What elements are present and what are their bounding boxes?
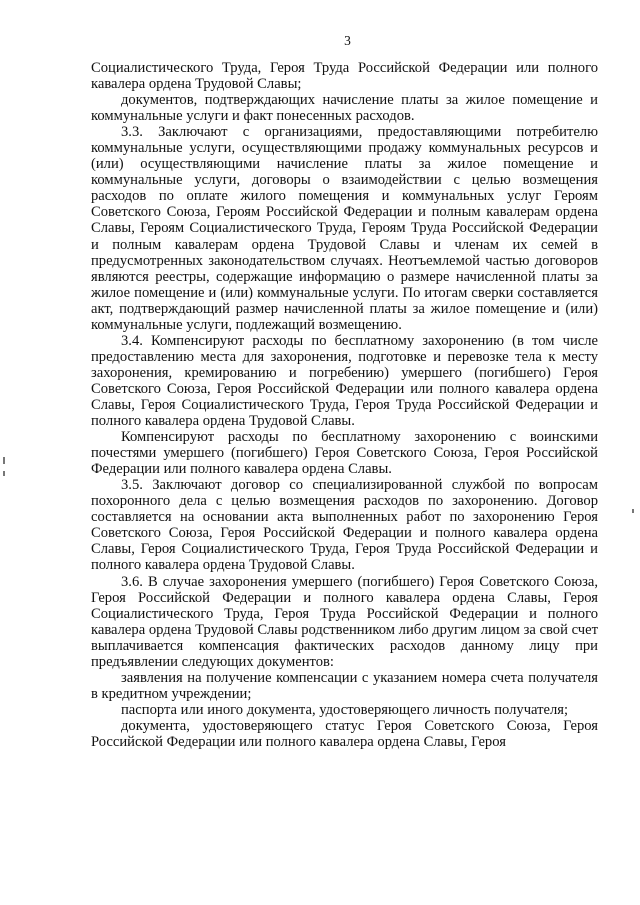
paragraph-3-3: 3.3. Заключают с организациями, предоставляющими потребителю коммунальные услуги, осуществляющими продажу коммунальных ресурсов и (или) осуществляющими начисление платы за жилое помещение и коммунальные услуги, договоры о взаимодействии с целью возмещения расходов по оплате жилого помещения и коммунальных услуг Героям Советского Союза, Героям Российской Федерации и полным кавалерам ордена Славы, Героям Социалистического Труда, Героям Труда Российской Федерации и полным кавалерам ордена Трудовой Славы и членам их семей в предусмотренных законодательством случаях. Неотъемлемой частью договоров являются реестры, содержащие информацию о размере начисленной платы за жилое помещение и (или) коммунальные услуги. По итогам сверки составляется акт, подтверждающий размер начисленной платы за жилое помещение и (или) коммунальные услуги, подлежащий возмещению. <box>91 124 598 333</box>
paragraph-payment-documents: документов, подтверждающих начисление платы за жилое помещение и коммунальные услуги и факт понесенных расходов. <box>91 92 598 125</box>
document-body <box>91 60 598 750</box>
page-number: 3 <box>344 33 351 48</box>
list-item-passport: паспорта или иного документа, удостоверяющего личность получателя; <box>121 701 569 718</box>
paragraph-military-honors: Компенсируют расходы по бесплатному захоронению с воинскими почестями умершего (погибшего) Героя Советского Союза, Героя Российской Федерации или полного кавалера ордена Славы. <box>91 429 598 478</box>
list-item-application: заявления на получение компенсации с указанием номера счета получателя в кредитном учреждении; <box>91 669 598 702</box>
paragraph-3-4: 3.4. Компенсируют расходы по бесплатному захоронению (в том числе предоставлению места для захоронения, подготовке и перевозке тела к месту захоронения, кремированию и погребению) умершего (погибшего) Героя Советского Союза, Героя Российской Федерации или полного кавалера ордена Славы, Героя Социалистического Труда, Героя Труда Российской Федерации и полного кавалера ордена Трудовой Славы. <box>91 332 598 430</box>
scan-artifact <box>632 509 634 513</box>
paragraph-3-6: 3.6. В случае захоронения умершего (погибшего) Героя Советского Союза, Героя Российской Федерации и полного кавалера ордена Славы, Героя Социалистического Труда, Героя Труда Российской Федерации и полного кавалера ордена Трудовой Славы родственником либо другим лицом за свой счет выплачивается компенсация фактических расходов данному лицу при предъявлении следующих документов: <box>91 573 598 670</box>
paragraph-3-5: 3.5. Заключают договор со специализированной службой по вопросам похоронного дела с целью возмещения расходов по захоронению. Договор составляется на основании акта выполненных работ по захоронению Героя Советского Союза, Героя Российской Федерации и полного кавалера ордена Славы, Героя Социалистического Труда, Героя Труда Российской Федерации и полного кавалера ордена Трудовой Славы. <box>91 477 598 574</box>
paragraph-continuation: Социалистического Труда, Героя Труда Российской Федерации или полного кавалера ордена Трудовой Славы; <box>91 60 598 93</box>
scan-artifact <box>3 471 5 476</box>
list-item-status-document: документа, удостоверяющего статус Героя Советского Союза, Героя Российской Федерации или полного кавалера ордена Славы, Героя <box>91 717 598 750</box>
scan-artifact <box>3 457 5 464</box>
